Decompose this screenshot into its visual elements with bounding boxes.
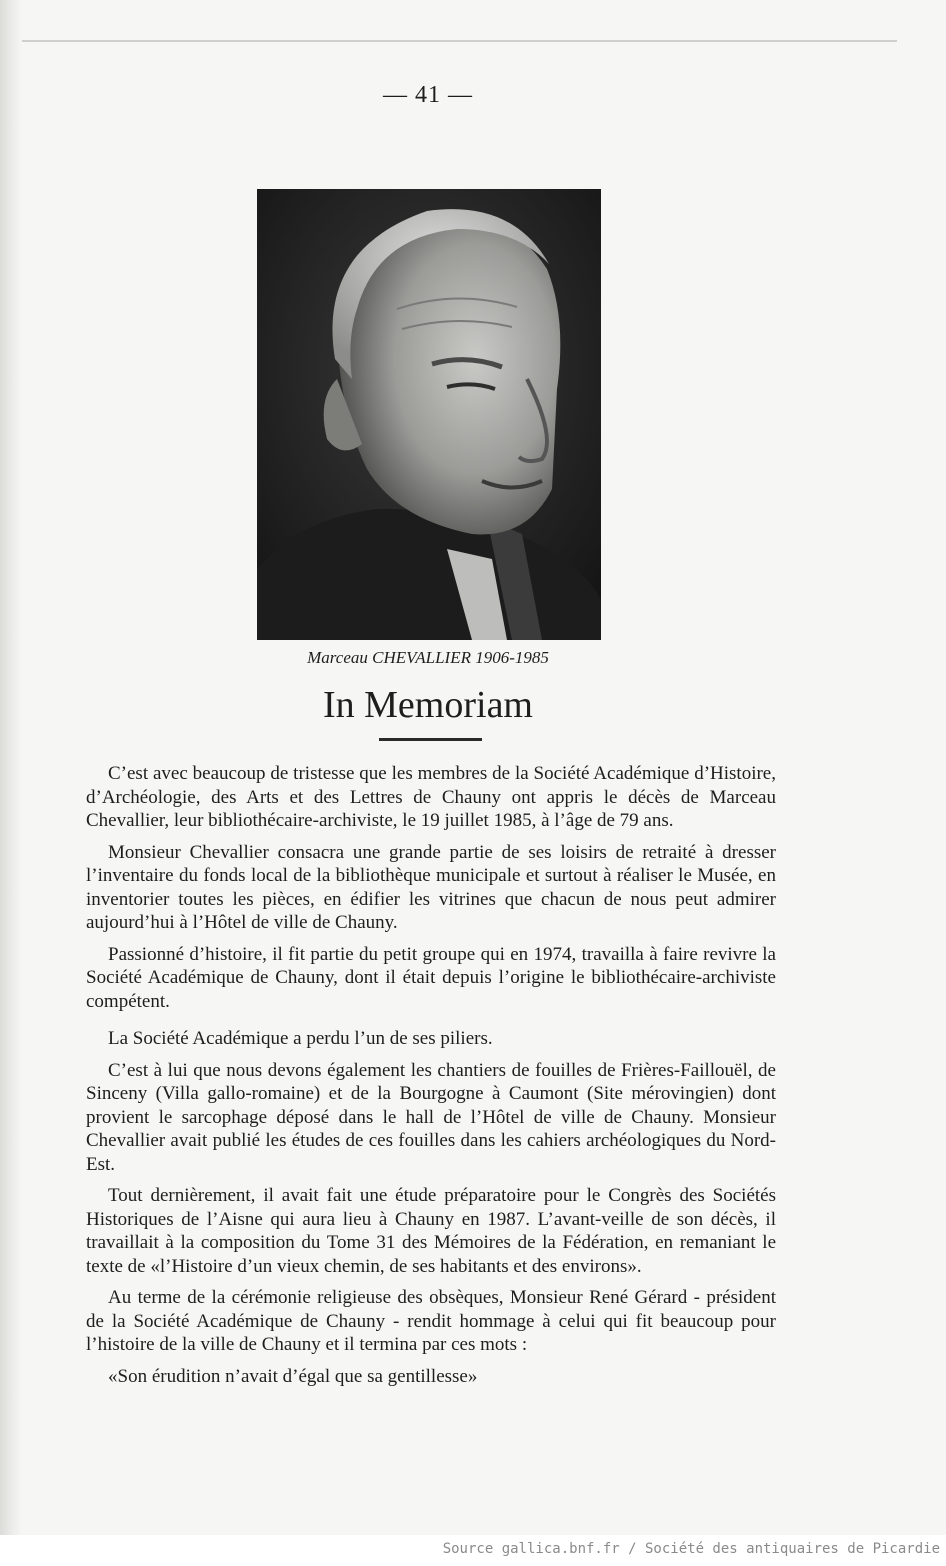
paragraph: Monsieur Chevallier consacra une grande partie de ses loisirs de retraité à dresser l’inventaire du fonds local de la bibliothèque municipale et surtout à réaliser le Musée, en inventorier toutes les pièces, en édifier les vitrines que chacun de nous peut admirer aujourd’hui à l’Hôtel de ville de Chauny. [86,841,776,933]
portrait-image [257,189,601,640]
page-title: In Memoriam [322,684,533,726]
title-underline [379,738,482,741]
paragraph: C’est avec beaucoup de tristesse que les membres de la Société Académique d’Histoire, d’Archéologie, des Arts et des Lettres de Chauny ont appris le décès de Marceau Chevallier, leur bibliothécaire-archiviste, le 19 juillet 1985, à l’âge de 79 ans. [86,763,776,831]
closing-quote: «Son érudition n’avait d’égal que sa gentillesse» [108,1365,478,1387]
paragraph: Au terme de la cérémonie religieuse des obsèques, Monsieur René Gérard - président de la Société Académique de Chauny - rendit hommage à celui qui fit beaucoup pour l’histoire de la ville de Chauny et il termina par ces mots : [86,1287,776,1355]
source-credit: Source gallica.bnf.fr / Société des antiquaires de Picardie [442,1541,940,1557]
paragraph: La Société Académique a perdu l’un de ses piliers. [108,1028,493,1049]
page-top-edge [22,40,897,42]
page-number: — 41 — [383,82,473,108]
paragraph: Passionné d’histoire, il fit partie du petit groupe qui en 1974, travailla à faire revivre la Société Académique de Chauny, dont il était depuis l’origine le bibliothécaire-archiviste compétent. [86,943,776,1012]
article-body [86,762,776,1396]
paragraph: C’est à lui que nous devons également les chantiers de fouilles de Frières-Faillouël, de Sinceny (Villa gallo-romaine) et de la Bourgogne à Caumont (Site mérovingien) dont provient le sarcophage déposé dans le hall de l’Hôtel de ville de Chauny. Monsieur Chevallier avait publié les études de ces fouilles dans les cahiers archéologiques du Nord-Est. [86,1059,776,1175]
photo-caption: Marceau CHEVALLIER 1906-1985 [307,648,549,667]
paragraph: Tout dernièrement, il avait fait une étude préparatoire pour le Congrès des Sociétés Historiques de l’Aisne qui aura lieu à Chauny en 1987. L’avant-veille de son décès, il travaillait à la composition du Tome 31 des Mémoires de la Fédération, en remaniant le texte de «l’Histoire d’un vieux chemin, de ses habitants et des environs». [86,1185,776,1277]
binding-shadow [0,0,22,1535]
portrait-photo [257,189,601,640]
